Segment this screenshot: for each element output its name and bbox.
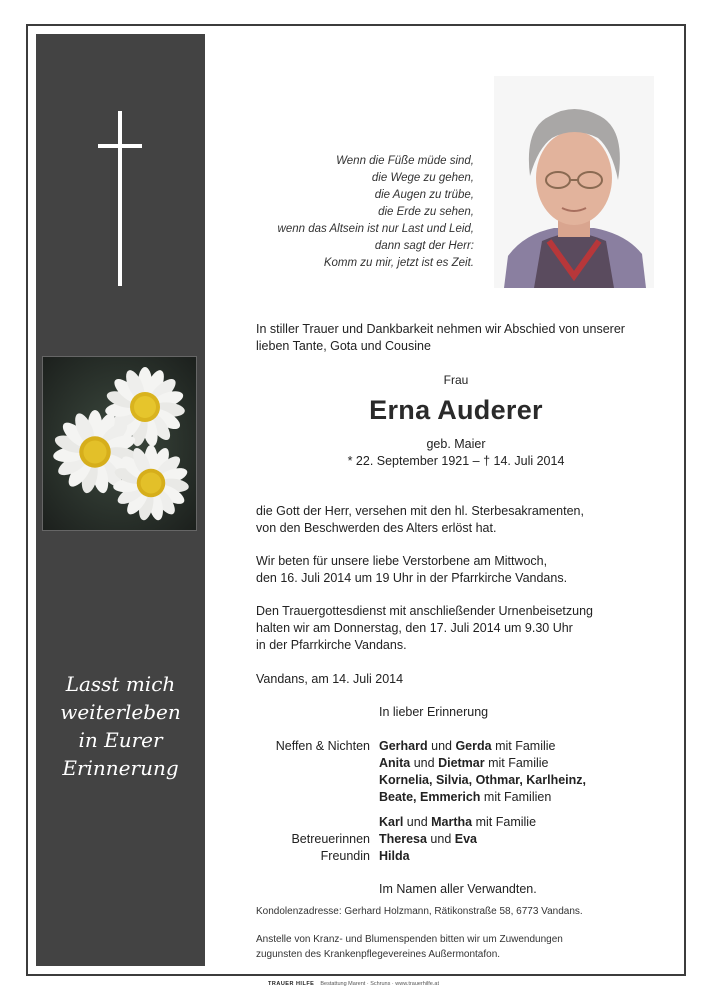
family-name: Karl xyxy=(379,815,404,829)
donation-line: zugunsten des Krankenpflegevereines Außermontafon. xyxy=(256,949,501,960)
intro-text xyxy=(256,321,656,355)
family-name: Beate, Emmerich xyxy=(379,790,481,804)
family-name: Theresa xyxy=(379,832,427,846)
body-paragraph-2 xyxy=(256,553,567,587)
family-name: Eva xyxy=(454,832,478,846)
poem-line: dann sagt der Herr: xyxy=(374,240,474,252)
life-dates: * 22. September 1921 – † 14. Juli 2014 xyxy=(347,454,565,468)
family-name: Kornelia, Silvia, Othmar, Karlheinz, xyxy=(379,773,587,787)
poem-line: die Erde zu sehen, xyxy=(378,206,474,218)
body-paragraph-3 xyxy=(256,603,593,654)
suffix: mit Familie xyxy=(472,815,537,829)
intro-line: In stiller Trauer und Dankbarkeit nehmen wir Abschied von unserer xyxy=(256,322,625,336)
condolence-address: Kondolenzadresse: Gerhard Holzmann, Rätikonstraße 58, 6773 Vandans. xyxy=(256,906,583,917)
family-name: Martha xyxy=(431,815,473,829)
deceased-name: Erna Auderer xyxy=(369,395,543,425)
body-line: von den Beschwerden des Alters erlöst hat. xyxy=(256,521,497,535)
sidebar-motto xyxy=(36,670,205,782)
connector: und xyxy=(410,756,439,770)
birth-name: geb. Maier xyxy=(426,437,486,451)
place-date: Vandans, am 14. Juli 2014 xyxy=(256,672,404,686)
body-line: Den Trauergottesdienst mit anschließender Urnenbeisetzung xyxy=(256,604,593,618)
poem xyxy=(240,153,474,272)
body-line: die Gott der Herr, versehen mit den hl. Sterbesakramenten, xyxy=(256,504,584,518)
suffix: mit Familie xyxy=(484,756,549,770)
family-name: Anita xyxy=(379,756,411,770)
body-line: in der Pfarrkirche Vandans. xyxy=(256,638,407,652)
body-paragraph-1 xyxy=(256,503,584,537)
portrait-photo xyxy=(494,76,654,288)
body-line: halten wir am Donnerstag, den 17. Juli 2014 um 9.30 Uhr xyxy=(256,621,573,635)
memory-line: In lieber Erinnerung xyxy=(379,705,489,719)
poem-line: Wenn die Füße müde sind, xyxy=(336,155,474,167)
body-line: Wir beten für unsere liebe Verstorbene am Mittwoch, xyxy=(256,554,548,568)
daisy-flowers-image xyxy=(43,357,196,530)
donation-note xyxy=(256,932,563,962)
connector: und xyxy=(427,739,456,753)
friend-label: Freundin xyxy=(320,849,370,863)
family-name: Gerda xyxy=(455,739,492,753)
donation-line: Anstelle von Kranz- und Blumenspenden bitten wir um Zuwendungen xyxy=(256,934,563,945)
closing-line: Im Namen aller Verwandten. xyxy=(379,882,537,896)
motto-line: Lasst mich xyxy=(65,672,176,696)
poem-line: wenn das Altsein ist nur Last und Leid, xyxy=(277,223,474,235)
poem-line: Komm zu mir, jetzt ist es Zeit. xyxy=(323,257,474,269)
footer-brand: TRAUER HILFE xyxy=(268,981,315,987)
motto-line: in Eurer xyxy=(78,728,163,752)
title-frau: Frau xyxy=(443,373,469,387)
cross-icon xyxy=(118,111,122,286)
nephews-label: Neffen & Nichten xyxy=(275,739,370,753)
connector: und xyxy=(403,815,432,829)
family-name: Gerhard xyxy=(379,739,428,753)
suffix: mit Familie xyxy=(491,739,556,753)
connector: und xyxy=(426,832,455,846)
poem-line: die Augen zu trübe, xyxy=(374,189,474,201)
family-name: Hilda xyxy=(379,849,410,863)
motto-line: weiterleben xyxy=(60,700,181,724)
footer xyxy=(0,981,707,987)
body-line: den 16. Juli 2014 um 19 Uhr in der Pfarrkirche Vandans. xyxy=(256,571,568,585)
poem-line: die Wege zu gehen, xyxy=(371,172,474,184)
suffix: mit Familien xyxy=(480,790,552,804)
intro-line: lieben Tante, Gota und Cousine xyxy=(256,339,431,353)
footer-text: Bestattung Marent · Schruns · www.trauerhilfe.at xyxy=(320,981,439,987)
family-name: Dietmar xyxy=(438,756,485,770)
cross-icon-bar xyxy=(98,144,142,148)
motto-line: Erinnerung xyxy=(62,756,179,780)
carers-label: Betreuerinnen xyxy=(291,832,370,846)
